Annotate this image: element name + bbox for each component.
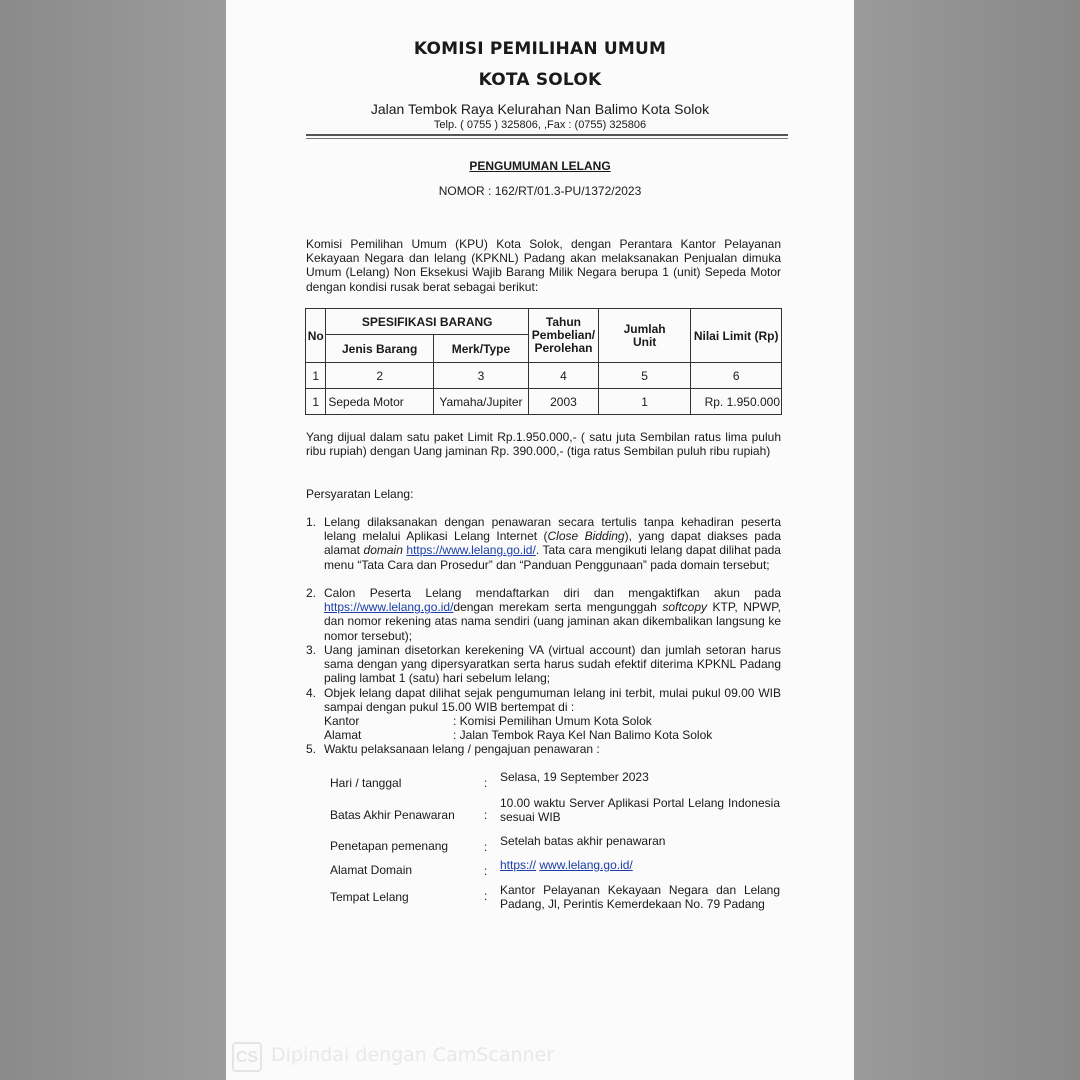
cell-merk: Yamaha/Jupiter	[433, 389, 528, 415]
kantor-value: : Komisi Pemilihan Umum Kota Solok	[453, 714, 652, 728]
th-jumlah: Jumlah Unit	[598, 309, 690, 363]
req2-text-b: dengan merekam serta mengunggah	[453, 600, 663, 615]
domain-link[interactable]: www.lelang.go.id/	[539, 858, 633, 872]
lelang-link[interactable]: https://www.lelang.go.id/	[406, 543, 536, 558]
schedule-value-winner: Setelah batas akhir penawaran	[500, 834, 666, 848]
req1-text-a: Lelang dilaksanakan dengan penawaran secara tertulis tanpa kehadiran peserta lelang melalui Aplikasi Lelang Internet (	[324, 515, 781, 544]
cell-jumlah: 1	[598, 389, 690, 415]
schedule-colon: :	[484, 808, 488, 822]
req2-italic: softcopy	[662, 600, 708, 615]
schedule-colon: :	[484, 840, 488, 854]
table-number-row	[306, 363, 782, 389]
req1-text-c: . Tata cara mengikuti lelang dapat dilihat pada menu “Tata Cara dan Prosedur” dan “Panduan Penggunaan” pada domain tersebut;	[324, 543, 781, 572]
schedule-value-domain	[500, 858, 780, 872]
cell-no: 1	[306, 389, 326, 415]
org-phone: Telp. ( 0755 ) 325806, ,Fax : (0755) 325806	[433, 119, 647, 131]
schedule-label-date: Hari / tanggal	[330, 776, 402, 790]
cell-jenis: Sepeda Motor	[326, 389, 434, 415]
requirement-1	[324, 515, 781, 572]
domain-link-scheme[interactable]: https://	[500, 858, 537, 872]
cell-nilai: Rp. 1.950.000	[691, 389, 782, 415]
org-name: KOMISI PEMILIHAN UMUM	[413, 39, 667, 59]
req-number-2: 2.	[306, 586, 317, 600]
req1-text-b: ), yang dapat diakses pada alamat	[324, 529, 781, 558]
schedule-value-deadline: 10.00 waktu Server Aplikasi Portal Lelang Indonesia sesuai WIB	[500, 796, 780, 825]
alamat-label: Alamat	[324, 728, 362, 742]
req1-domain: domain	[363, 543, 403, 558]
camscanner-logo-icon: CS	[232, 1042, 262, 1072]
req-number-1: 1.	[306, 515, 317, 529]
th-spec: SPESIFIKASI BARANG	[326, 309, 529, 335]
requirement-3: Uang jaminan disetorkan kerekening VA (virtual account) dan jumlah setoran harus sama dengan yang dipersyaratkan serta harus sudah efektif diterima KPKNL Padang paling lambat 1 (satu) hari sebelum lelang;	[324, 643, 781, 686]
schedule-colon: :	[484, 864, 488, 878]
cell-tahun: 2003	[528, 389, 598, 415]
schedule-label-place: Tempat Lelang	[330, 890, 409, 904]
requirement-2	[324, 586, 781, 643]
camscanner-watermark: Dipindai dengan CamScanner	[271, 1044, 555, 1066]
schedule-label-domain: Alamat Domain	[330, 863, 413, 877]
requirements-title: Persyaratan Lelang:	[306, 487, 414, 501]
schedule-value-place: Kantor Pelayanan Kekayaan Negara dan Lelang Padang, Jl, Perintis Kemerdekaan No. 79 Padang	[500, 883, 780, 912]
th-jenis: Jenis Barang	[326, 335, 434, 363]
org-address: Jalan Tembok Raya Kelurahan Nan Balimo Kota Solok	[370, 101, 710, 117]
schedule-colon: :	[484, 776, 488, 790]
header-rule	[306, 134, 788, 136]
requirement-5: Waktu pelaksanaan lelang / pengajuan penawaran :	[324, 742, 600, 756]
req2-text-a: Calon Peserta Lelang mendaftarkan diri dan mengaktifkan akun pada	[324, 586, 781, 600]
sale-note: Yang dijual dalam satu paket Limit Rp.1.950.000,- ( satu juta Sembilan ratus lima puluh ribu rupiah) dengan Uang jaminan Rp. 390.000,- (tiga ratus Sembilan puluh ribu rupiah)	[306, 430, 781, 459]
req-number-5: 5.	[306, 742, 317, 756]
th-nilai: Nilai Limit (Rp)	[691, 309, 782, 363]
req1-italic: Close Bidding	[547, 529, 625, 544]
announcement-title: PENGUMUMAN LELANG	[469, 159, 611, 173]
document-page	[226, 0, 854, 1080]
req2-text-c: KTP, NPWP, dan nomor rekening atas nama sendiri (uang jaminan akan dikembalikan langsung ke nomor tersebut);	[324, 600, 781, 643]
schedule-label-deadline: Batas Akhir Penawaran	[330, 808, 455, 822]
th-no: No	[306, 309, 326, 363]
col-number: 1	[306, 363, 326, 389]
schedule-label-winner: Penetapan pemenang	[330, 839, 449, 853]
col-number: 4	[528, 363, 598, 389]
spec-table	[305, 308, 782, 415]
requirement-4: Objek lelang dapat dilihat sejak pengumuman lelang ini terbit, mulai pukul 09.00 WIB sampai dengan pukul 15.00 WIB bertempat di :	[324, 686, 781, 715]
th-merk: Merk/Type	[433, 335, 528, 363]
kantor-label: Kantor	[324, 714, 360, 728]
alamat-value: : Jalan Tembok Raya Kel Nan Balimo Kota Solok	[453, 728, 713, 742]
table-row	[306, 389, 782, 415]
col-number: 2	[326, 363, 434, 389]
req-number-4: 4.	[306, 686, 317, 700]
announcement-number: NOMOR : 162/RT/01.3-PU/1372/2023	[438, 184, 642, 198]
lelang-link[interactable]: https://www.lelang.go.id/	[324, 600, 454, 615]
header-rule-thin	[306, 138, 788, 139]
req-number-3: 3.	[306, 643, 317, 657]
col-number: 6	[691, 363, 782, 389]
schedule-value-date: Selasa, 19 September 2023	[500, 770, 649, 784]
intro-paragraph: Komisi Pemilihan Umum (KPU) Kota Solok, dengan Perantara Kantor Pelayanan Kekayaan Negara dan lelang (KPKNL) Padang akan melaksanakan Penjualan dimuka Umum (Lelang) Non Eksekusi Wajib Barang Milik Negara berupa 1 (unit) Sepeda Motor dengan kondisi rusak berat sebagai berikut:	[306, 237, 781, 294]
schedule-colon: :	[484, 889, 488, 903]
org-city: KOTA SOLOK	[478, 70, 602, 90]
col-number: 3	[433, 363, 528, 389]
th-tahun: Tahun Pembelian/ Perolehan	[528, 309, 598, 363]
col-number: 5	[598, 363, 690, 389]
